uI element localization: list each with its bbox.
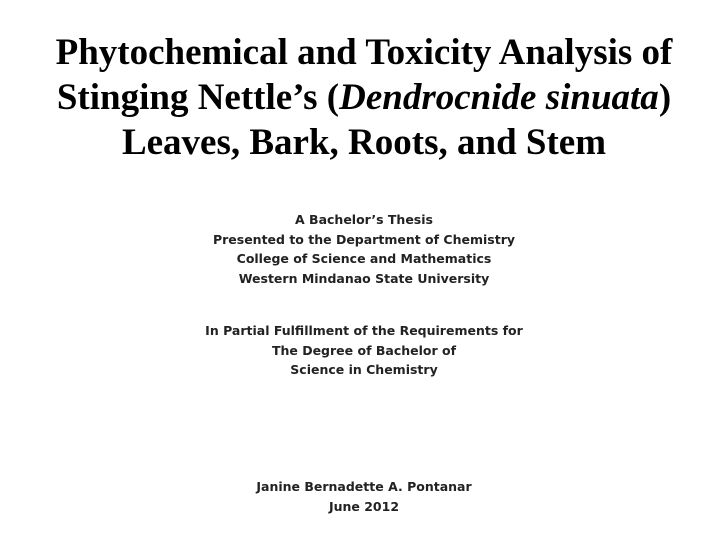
fulfillment-line-1: In Partial Fulfillment of the Requirements for	[205, 323, 523, 338]
university-line: Western Mindanao State University	[238, 270, 490, 286]
fulfillment-line-2: The Degree of Bachelor of	[271, 342, 457, 358]
title-line-1: Phytochemical and Toxicity Analysis of	[55, 32, 673, 73]
fulfillment-line-3: Science in Chemistry	[290, 362, 438, 377]
title-line-2	[8, 75, 720, 120]
submission-date: June 2012	[328, 498, 400, 514]
college-line: College of Science and Mathematics	[236, 251, 492, 266]
author-name: Janine Bernadette A. Pontanar	[256, 479, 472, 494]
title-line-2-prefix: Stinging Nettle’s (	[56, 77, 340, 118]
thesis-type: A Bachelor’s Thesis	[295, 212, 433, 227]
species-name: Dendrocnide sinuata	[339, 77, 659, 118]
fulfillment-block	[0, 321, 728, 380]
title-line-2-suffix: )	[658, 77, 672, 118]
thesis-title	[8, 30, 720, 165]
presentation-block	[0, 210, 728, 288]
title-line-3: Leaves, Bark, Roots, and Stem	[121, 122, 607, 163]
author-block	[0, 477, 728, 516]
department-line: Presented to the Department of Chemistry	[212, 231, 516, 247]
